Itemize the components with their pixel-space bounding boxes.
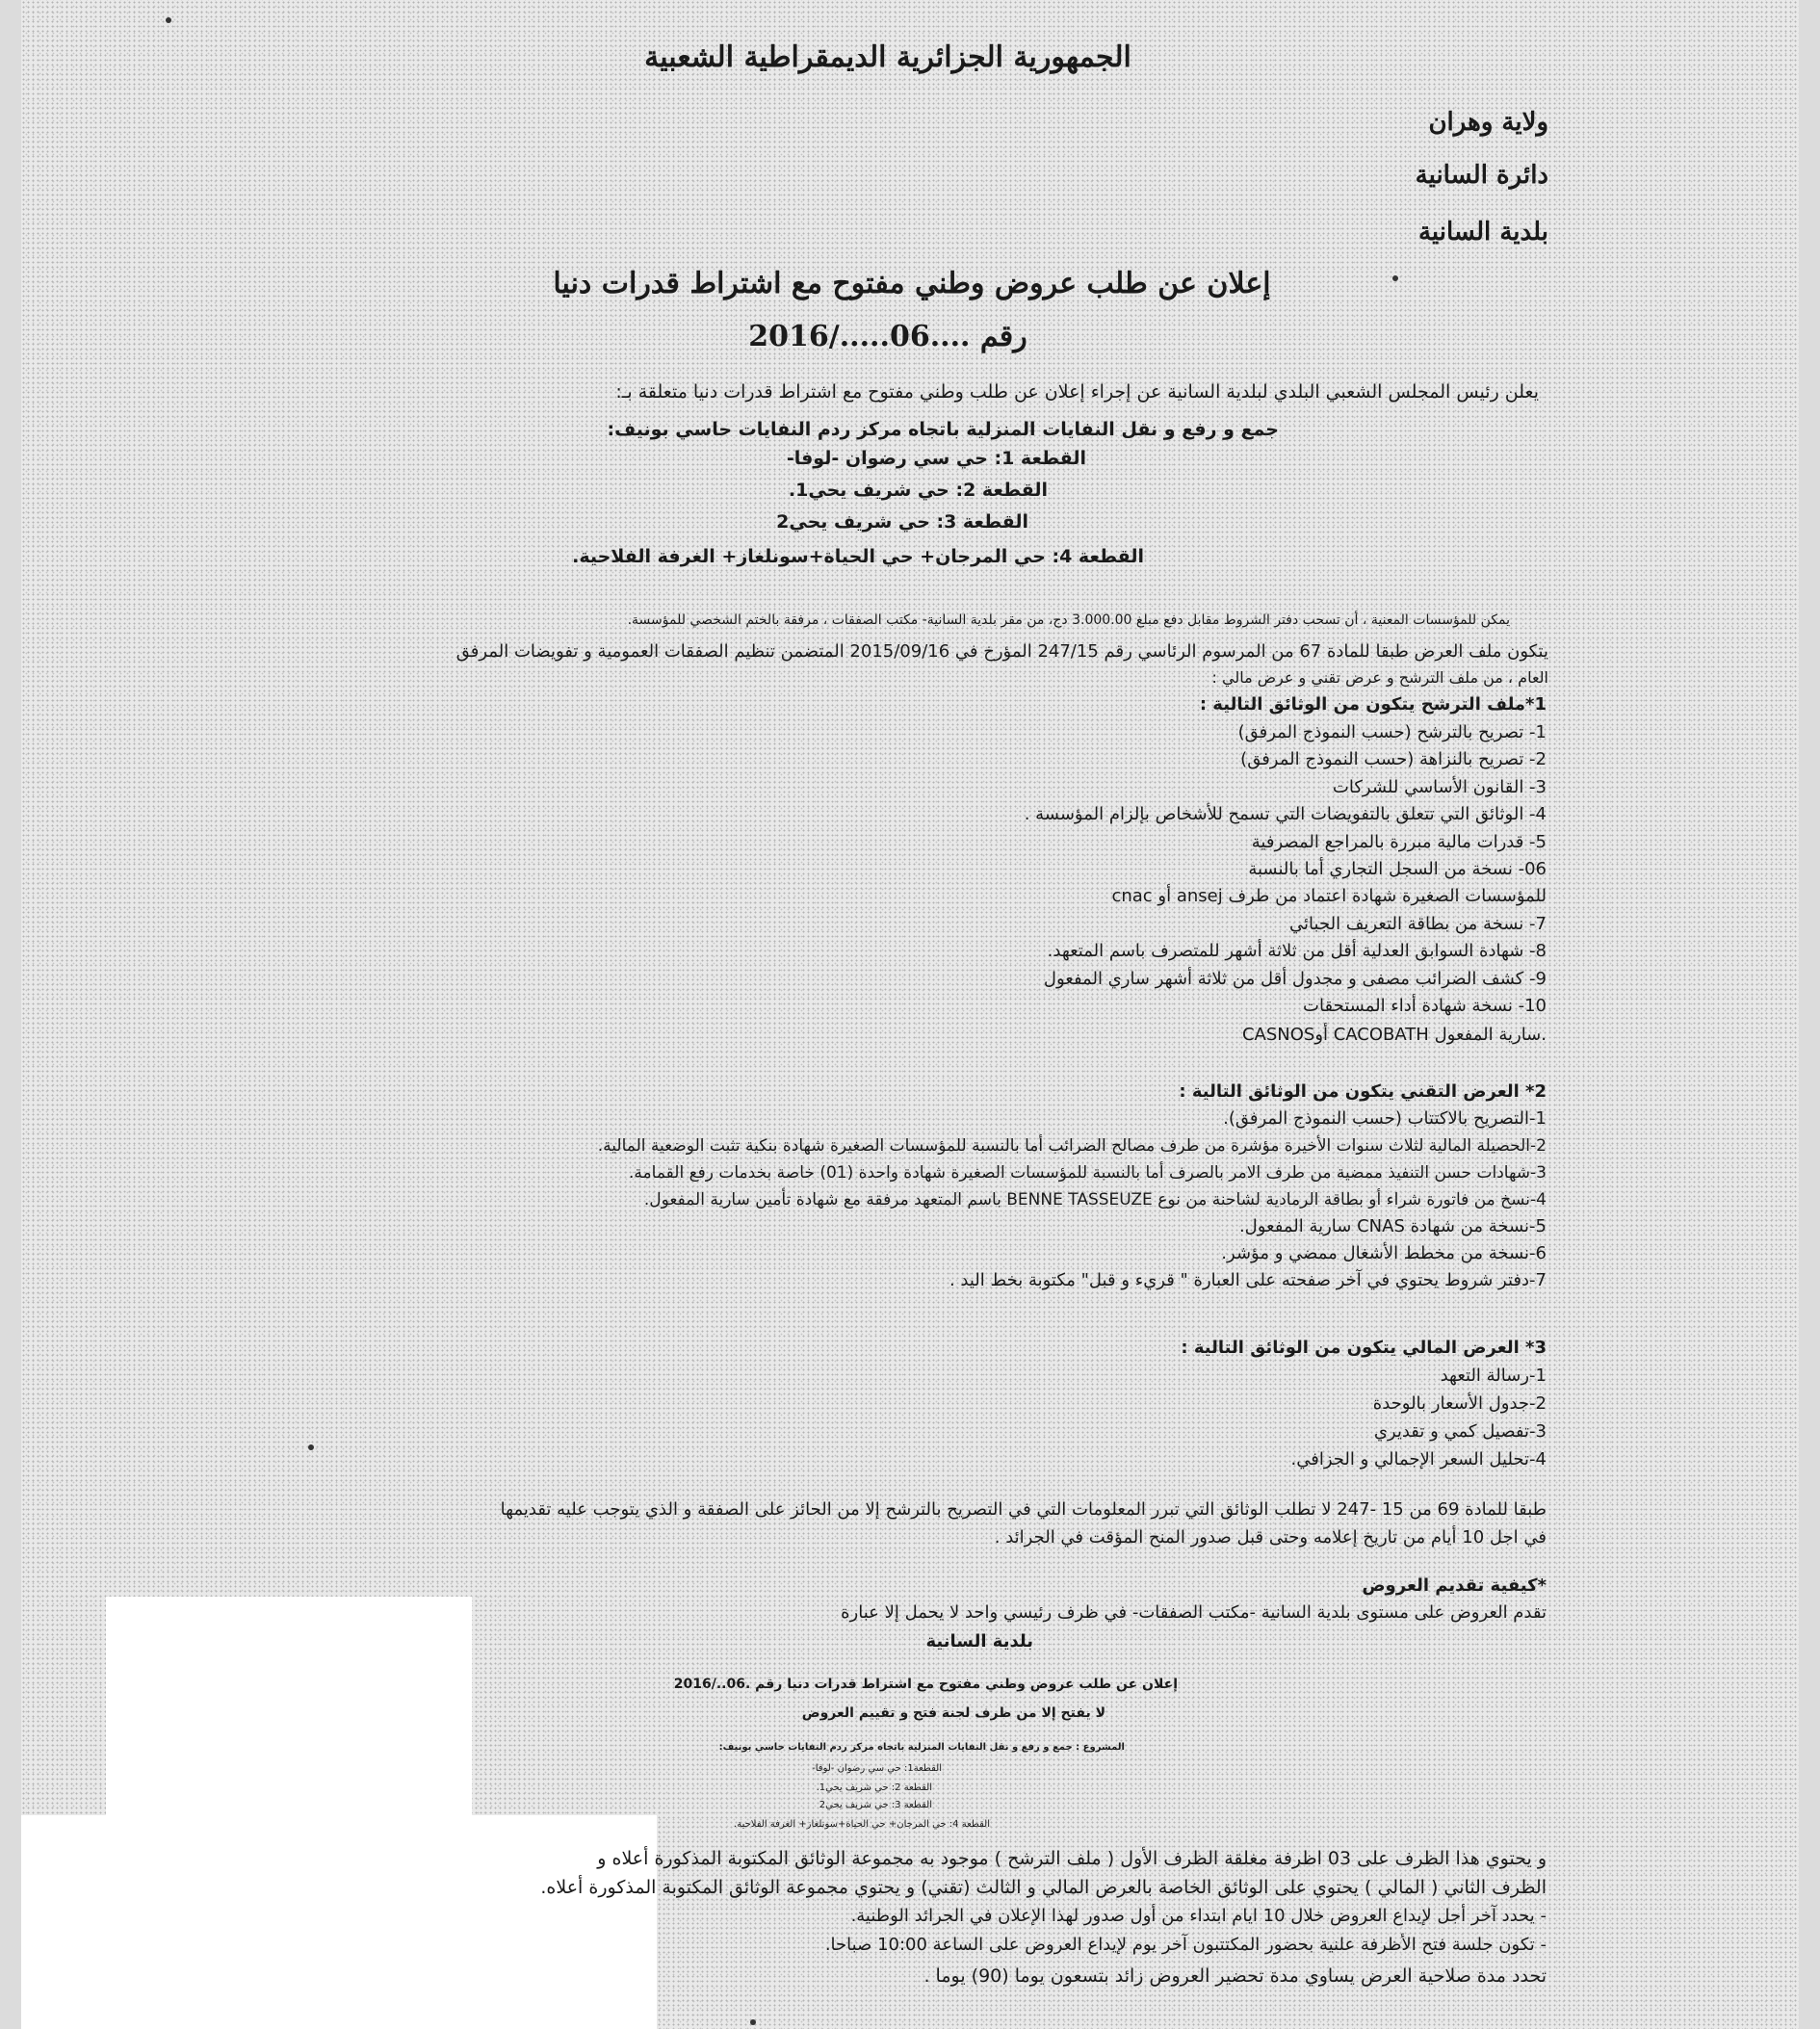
candidacy-item: 06- نسخة من السجل التجاري أما بالنسبة xyxy=(1248,859,1547,879)
financial-item: 4-تحليل السعر الإجمالي و الجزافي. xyxy=(1290,1449,1547,1470)
art69-line-2: في اجل 10 أيام من تاريخ إعلامه وحتى قبل صدور المنح المؤقت في الجرائد . xyxy=(994,1527,1547,1548)
blank-area-bottom xyxy=(21,1815,657,2029)
closing-line: تحدد مدة صلاحية العرض يساوي مدة تحضير العروض زائد بتسعون يوما (90) يوما . xyxy=(923,1965,1547,1987)
technical-item: 5-نسخة من شهادة CNAS سارية المفعول. xyxy=(1238,1216,1547,1236)
financial-item: 1-رسالة التعهد xyxy=(1440,1366,1547,1386)
technical-item: 2-الحصيلة المالية لثلاث سنوات الأخيرة مؤشرة من طرف مصالح الضرائب أما بالنسبة للمؤسسات الصغيرة شهادة بنكية تثبت الوضعية المالية. xyxy=(597,1136,1547,1156)
closing-line: - تكون جلسة فتح الأظرفة علنية بحضور المكتتبون آخر يوم لإيداع العروض على الساعة 10:00 صباحا. xyxy=(824,1935,1547,1955)
file-intro-line-2: العام ، من ملف الترشح و عرض تقني و عرض مالي : xyxy=(1211,668,1548,687)
technical-item: 1-التصريح بالاكتتاب (حسب النموذج المرفق). xyxy=(1223,1108,1547,1129)
scan-speck xyxy=(750,2019,756,2025)
envelope-project: المشروع : جمع و رفع و نقل النفايات المنزلية باتجاه مركز ردم النفايات حاسي بونيف: xyxy=(718,1742,1125,1753)
lot-3: القطعة 3: حي شريف يحي2 xyxy=(776,511,1028,533)
wilaya-label: ولاية وهران xyxy=(1428,108,1548,137)
technical-item: 6-نسخة من مخطط الأشغال ممضي و مؤشر. xyxy=(1221,1243,1547,1263)
closing-line: - يحدد آخر أجل لإيداع العروض خلال 10 ايام ابتداء من أول صدور لهذا الإعلان في الجرائد الوطنية. xyxy=(850,1906,1547,1926)
technical-item: 4-نسخ من فاتورة شراء أو بطاقة الرمادية لشاحنة من نوع BENNE TASSEUZE باسم المتعهد مرفقة مع شهادة تأمين سارية المفعول. xyxy=(643,1190,1547,1210)
scan-speck xyxy=(308,1444,314,1450)
candidacy-item: 2- تصريح بالنزاهة (حسب النموذج المرفق) xyxy=(1240,749,1547,769)
submission-text: تقدم العروض على مستوى بلدية السانية -مكتب الصفقات- في ظرف رئيسي واحد لا يحمل إلا عبارة xyxy=(841,1602,1547,1623)
envelope-lot: القطعة 2: حي شريف يحي1. xyxy=(816,1782,932,1793)
candidacy-item: 5- قدرات مالية مبررة بالمراجع المصرفية xyxy=(1251,832,1547,852)
candidacy-item: 7- نسخة من بطاقة التعريف الجبائي xyxy=(1289,914,1547,934)
candidacy-item: للمؤسسات الصغيرة شهادة اعتماد من طرف ansej أو cnac xyxy=(1111,886,1547,906)
scan-speck xyxy=(166,17,171,23)
candidacy-item: 10- نسخة شهادة أداء المستحقات xyxy=(1303,996,1547,1016)
envelope-lot: القطعة 4: حي المرجان+ حي الحياة+سونلغاز+ الغرفة الفلاحية. xyxy=(734,1819,990,1830)
candidacy-item: 4- الوثائق التي تتعلق بالتفويضات التي تسمح للأشخاص بإلزام المؤسسة . xyxy=(1024,804,1547,824)
closing-line: و يحتوي هذا الظرف على 03 اظرفة مغلقة الظرف الأول ( ملف الترشح ) موجود به مجموعة الوثائق المكتوبة المذكورة أعلاه و xyxy=(597,1848,1547,1869)
technical-heading: 2* العرض التقني يتكون من الوثائق التالية : xyxy=(1179,1081,1547,1102)
candidacy-item: 9- كشف الضرائب مصفى و مجدول أقل من ثلاثة أشهر ساري المفعول xyxy=(1043,969,1547,989)
lot-4: القطعة 4: حي المرجان+ حي الحياة+سونلغاز+ الغرفة الفلاحية. xyxy=(572,546,1144,567)
intro-text: يعلن رئيس المجلس الشعبي البلدي لبلدية السانية عن إجراء إعلان عن طلب وطني مفتوح مع اشتراط قدرات دنيا متعلقة بـ: xyxy=(615,381,1539,403)
candidacy-heading: 1*ملف الترشح يتكون من الوثائق التالية : xyxy=(1199,694,1547,715)
blank-area-left xyxy=(106,1597,472,1820)
envelope-lot: القطعة 3: حي شريف يحي2 xyxy=(819,1800,932,1810)
commune-label: بلدية السانية xyxy=(1417,218,1548,247)
financial-item: 2-جدول الأسعار بالوحدة xyxy=(1372,1393,1547,1414)
withdraw-text: يمكن للمؤسسات المعنية ، أن تسحب دفتر الشروط مقابل دفع مبلغ 3.000.00 دج، من مقر بلدية السانية- مكتب الصفقات ، مرفقة بالختم الشخصي للمؤسسة. xyxy=(627,612,1510,628)
daira-label: دائرة السانية xyxy=(1415,161,1548,190)
closing-line: الظرف الثاني ( المالي ) يحتوي على الوثائق الخاصة بالعرض المالي و الثالث (تقني) و يحتوي مجموعة الوثائق المكتوبة المذكورة أعلاه. xyxy=(540,1877,1547,1898)
scanned-page xyxy=(21,0,1799,2029)
envelope-line-2: إعلان عن طلب عروض وطني مفتوح مع اشتراط قدرات دنيا رقم .06../2016 xyxy=(673,1677,1178,1692)
financial-heading: 3* العرض المالي يتكون من الوثائق التالية : xyxy=(1181,1338,1547,1358)
lot-1: القطعة 1: حي سي رضوان -لوفا- xyxy=(786,448,1086,469)
project-line: جمع و رفع و نقل النفايات المنزلية باتجاه مركز ردم النفايات حاسي بونيف: xyxy=(607,419,1279,440)
candidacy-item: 1- تصريح بالترشح (حسب النموذج المرفق) xyxy=(1237,722,1547,742)
lot-2: القطعة 2: حي شريف يحي1. xyxy=(788,480,1048,501)
submission-heading: *كيفية تقديم العروض xyxy=(1362,1575,1547,1596)
art69-line-1: طبقا للمادة 69 من 15 -247 لا تطلب الوثائق التي تبرر المعلومات التي في التصريح بالترشح إلا من الحائز على الصفقة و الذي يتوجب عليه تقديمها xyxy=(500,1499,1547,1520)
technical-item: 3-شهادات حسن التنفيذ ممضية من طرف الامر بالصرف أما بالنسبة للمؤسسات الصغيرة شهادة واحدة (01) خاصة بخدمات رفع القمامة. xyxy=(629,1163,1547,1183)
file-intro-line-1: يتكون ملف العرض طبقا للمادة 67 من المرسوم الرئاسي رقم 247/15 المؤرخ في 2015/09/16 المتضمن تنظيم الصفقات العمومية و تفويضات المرفق xyxy=(455,641,1548,662)
envelope-line-3: لا يفتح إلا من طرف لجنة فتح و تقييم العروض xyxy=(801,1705,1105,1721)
envelope-lot: القطعة1: حي سي رضوان -لوفا- xyxy=(812,1763,942,1774)
technical-item: 7-دفتر شروط يحتوي في آخر صفحته على العبارة " قريء و قبل" مكتوبة بخط اليد . xyxy=(949,1270,1547,1290)
candidacy-item: 3- القانون الأساسي للشركات xyxy=(1332,777,1547,797)
notice-number: رقم ....06...../2016 xyxy=(748,320,1027,353)
republic-heading: الجمهورية الجزائرية الديمقراطية الشعبية xyxy=(644,40,1131,74)
candidacy-item: 8- شهادة السوابق العدلية أقل من ثلاثة أشهر للمتصرف باسم المتعهد. xyxy=(1047,941,1547,961)
envelope-line-1: بلدية السانية xyxy=(925,1631,1033,1652)
financial-item: 3-تفصيل كمي و تقديري xyxy=(1373,1421,1547,1442)
candidacy-item: CASNOSأو CACOBATH سارية المفعول. xyxy=(1241,1025,1547,1045)
notice-title: إعلان عن طلب عروض وطني مفتوح مع اشتراط قدرات دنيا xyxy=(553,267,1271,300)
